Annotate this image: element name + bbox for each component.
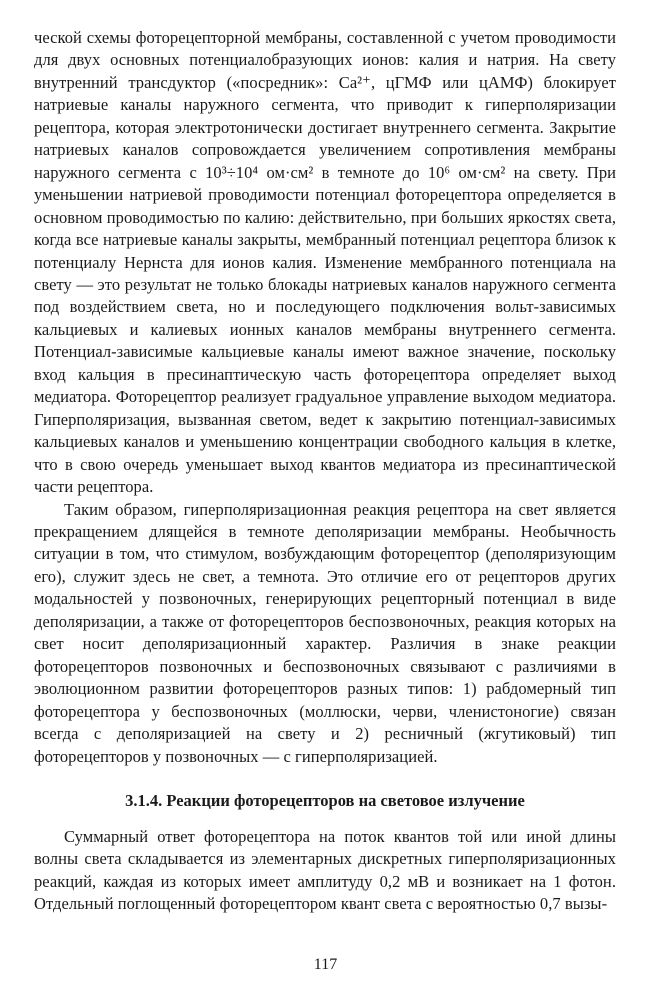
paragraph-2: Таким образом, гиперполяризационная реакция рецептора на свет является прекращением длящейся в темноте деполяризации мембраны. Необычность ситуации в том, что стимулом, возбуждающим фоторецептор (деполяризующим его), служит здесь не свет, а темнота. Это отличие его от рецепторов других модальностей у позвоночных, генерирующих рецепторный потенциал в виде деполяризации, а также от фоторецепторов беспозвоночных, реакция которых на свет носит деполяризационный характер. Различия в знаке реакции фоторецепторов позвоночных и беспозвоночных связывают с различиями в эволюционном развитии фоторецепторов разных типов: 1) рабдомерный тип фоторецептора у беспозвоночных (моллюски, черви, членистоногие) связан всегда с деполяризацией на свету и 2) ресничный (жгутиковый) тип фоторецепторов у позвоночных — с гиперполяризацией.	[34, 499, 616, 766]
paragraph-3: Суммарный ответ фоторецептора на поток квантов той или иной длины волны света складывается из элементарных дискретных гиперполяризационных реакций, каждая из которых имеет амплитуду 0,2 мВ и возникает на 1 фотон. Отдельный поглощенный фоторецептором квант света с вероятностью 0,7 вызы-	[34, 826, 616, 914]
page-number: 117	[313, 956, 338, 973]
page-text-block	[34, 27, 616, 916]
paragraph-1: ческой схемы фоторецепторной мембраны, составленной с учетом проводимости для двух основных потенциалобразующих ионов: калия и натрия. На свету внутренний трансдуктор («посредник»: Ca²⁺, цГМФ или цАМФ) блокирует натриевые каналы наружного сегмента, что приводит к гиперполяризации рецептора, которая электротонически достигает внутреннего сегмента. Закрытие натриевых каналов сопровождается увеличением сопротивления мембраны наружного сегмента с 10³÷10⁴ ом·см² в темноте до 10⁶ ом·см² на свету. При уменьшении натриевой проводимости потенциал фоторецептора определяется в основном проводимостью по калию: действительно, при больших яркостях света, когда все натриевые каналы закрыты, мембранный потенциал рецептора близок к потенциалу Нернста для ионов калия. Изменение мембранного потенциала на свету — это результат не только блокады натриевых каналов наружного сегмента под воздействием света, но и последующего подключения вольт-зависимых кальциевых и калиевых ионных каналов мембраны внутреннего сегмента. Потенциал-зависимые кальциевые каналы имеют важное значение, поскольку вход кальция в пресинаптическую часть фоторецептора определяет выход медиатора. Фоторецептор реализует градуальное управление выходом медиатора. Гиперполяризация, вызванная светом, ведет к закрытию потенциал-зависимых кальциевых каналов и уменьшению концентрации свободного кальция в клетке, что в свою очередь уменьшает выход квантов медиатора из пресинаптической части рецептора.	[34, 28, 616, 497]
section-heading: 3.1.4. Реакции фоторецепторов на световое излучение	[125, 790, 525, 810]
